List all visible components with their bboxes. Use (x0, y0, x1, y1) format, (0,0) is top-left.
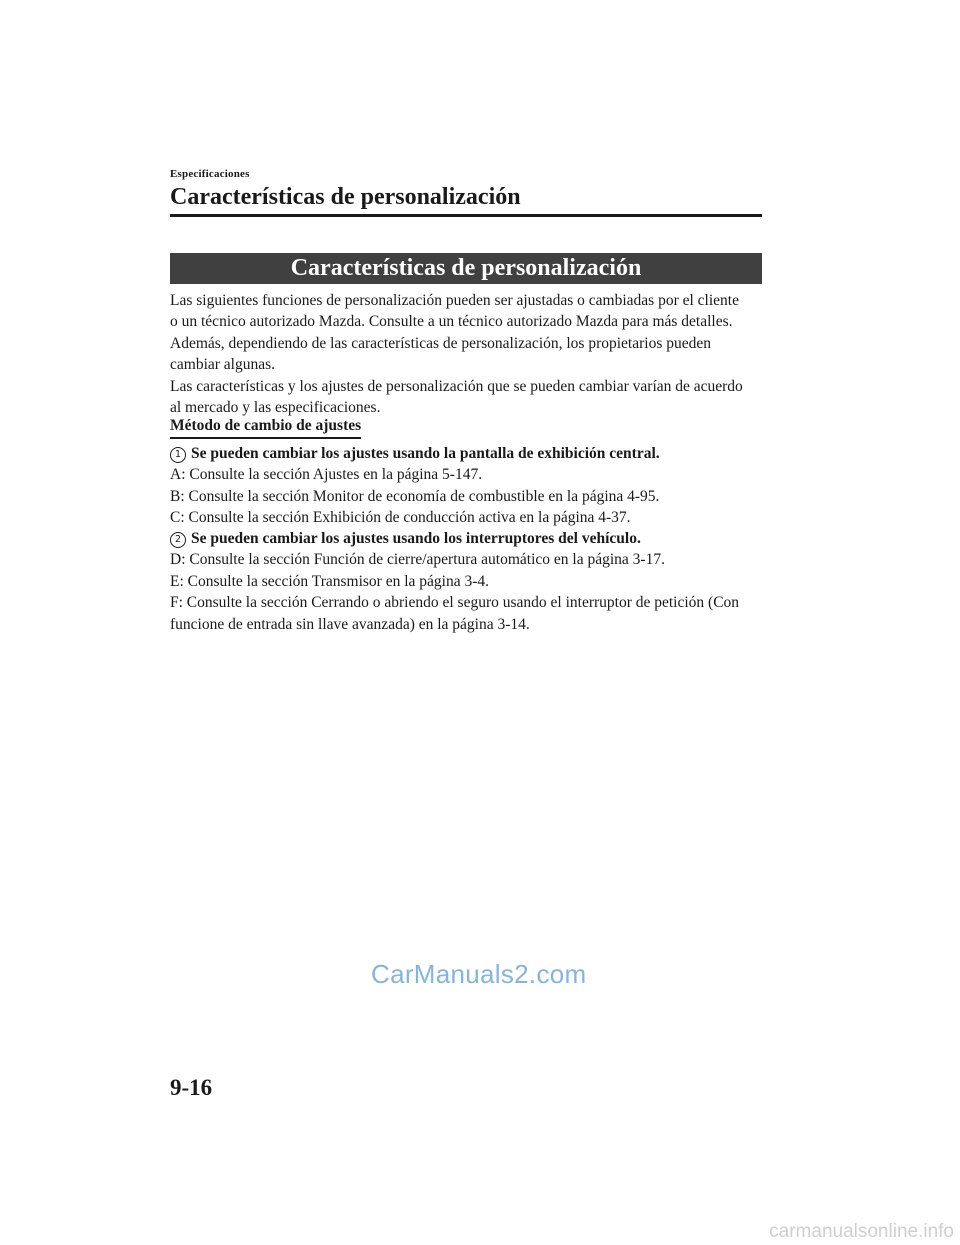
intro-line: Las siguientes funciones de personalización pueden ser ajustadas o cambiadas por el cliente (170, 292, 739, 309)
method-title: Se pueden cambiar los ajustes usando la pantalla de exhibición central. (191, 445, 660, 462)
method-heading (170, 528, 770, 549)
method-heading (170, 443, 770, 464)
intro-paragraph (170, 290, 770, 418)
method-block (170, 443, 770, 529)
circled-number-icon: 2 (170, 532, 186, 548)
method-title: Se pueden cambiar los ajustes usando los interruptores del vehículo. (191, 530, 641, 547)
method-block (170, 528, 770, 635)
footer-site-watermark: carmanualsonline.info (769, 1221, 954, 1242)
section-title-bar: Características de personalización (170, 253, 762, 284)
intro-line: cambiar algunas. (170, 356, 276, 374)
method-item: B: Consulte la sección Monitor de economía de combustible en la página 4-95. (170, 487, 660, 505)
intro-line: o un técnico autorizado Mazda. Consulte a un técnico autorizado Mazda para más detalles. (170, 313, 733, 331)
page-number: 9-16 (170, 1075, 213, 1100)
subheading-method: Método de cambio de ajustes (170, 415, 361, 439)
method-item: A: Consulte la sección Ajustes en la página 5-147. (170, 466, 483, 484)
method-item: F: Consulte la sección Cerrando o abriendo el seguro usando el interruptor de petición (Con funcione de entrada sin llave avanzada) en la página 3-14. (170, 594, 740, 633)
method-item: C: Consulte la sección Exhibición de conducción activa en la página 4-37. (170, 509, 631, 527)
intro-line: al mercado y las especificaciones. (170, 399, 381, 417)
section-label: Especificaciones (170, 168, 250, 180)
watermark: CarManuals2.com (371, 959, 587, 989)
method-item: D: Consulte la sección Función de cierre/apertura automático en la página 3-17. (170, 551, 665, 569)
method-item: E: Consulte la sección Transmisor en la página 3-4. (170, 572, 489, 590)
header-rule (170, 214, 762, 217)
page-header-title: Características de personalización (170, 184, 521, 210)
intro-line: Las características y los ajustes de personalización que se pueden cambiar varían de acuerdo (170, 377, 743, 395)
circled-number-icon: 1 (170, 447, 186, 463)
intro-line: Además, dependiendo de las características de personalización, los propietarios pueden (170, 334, 712, 352)
